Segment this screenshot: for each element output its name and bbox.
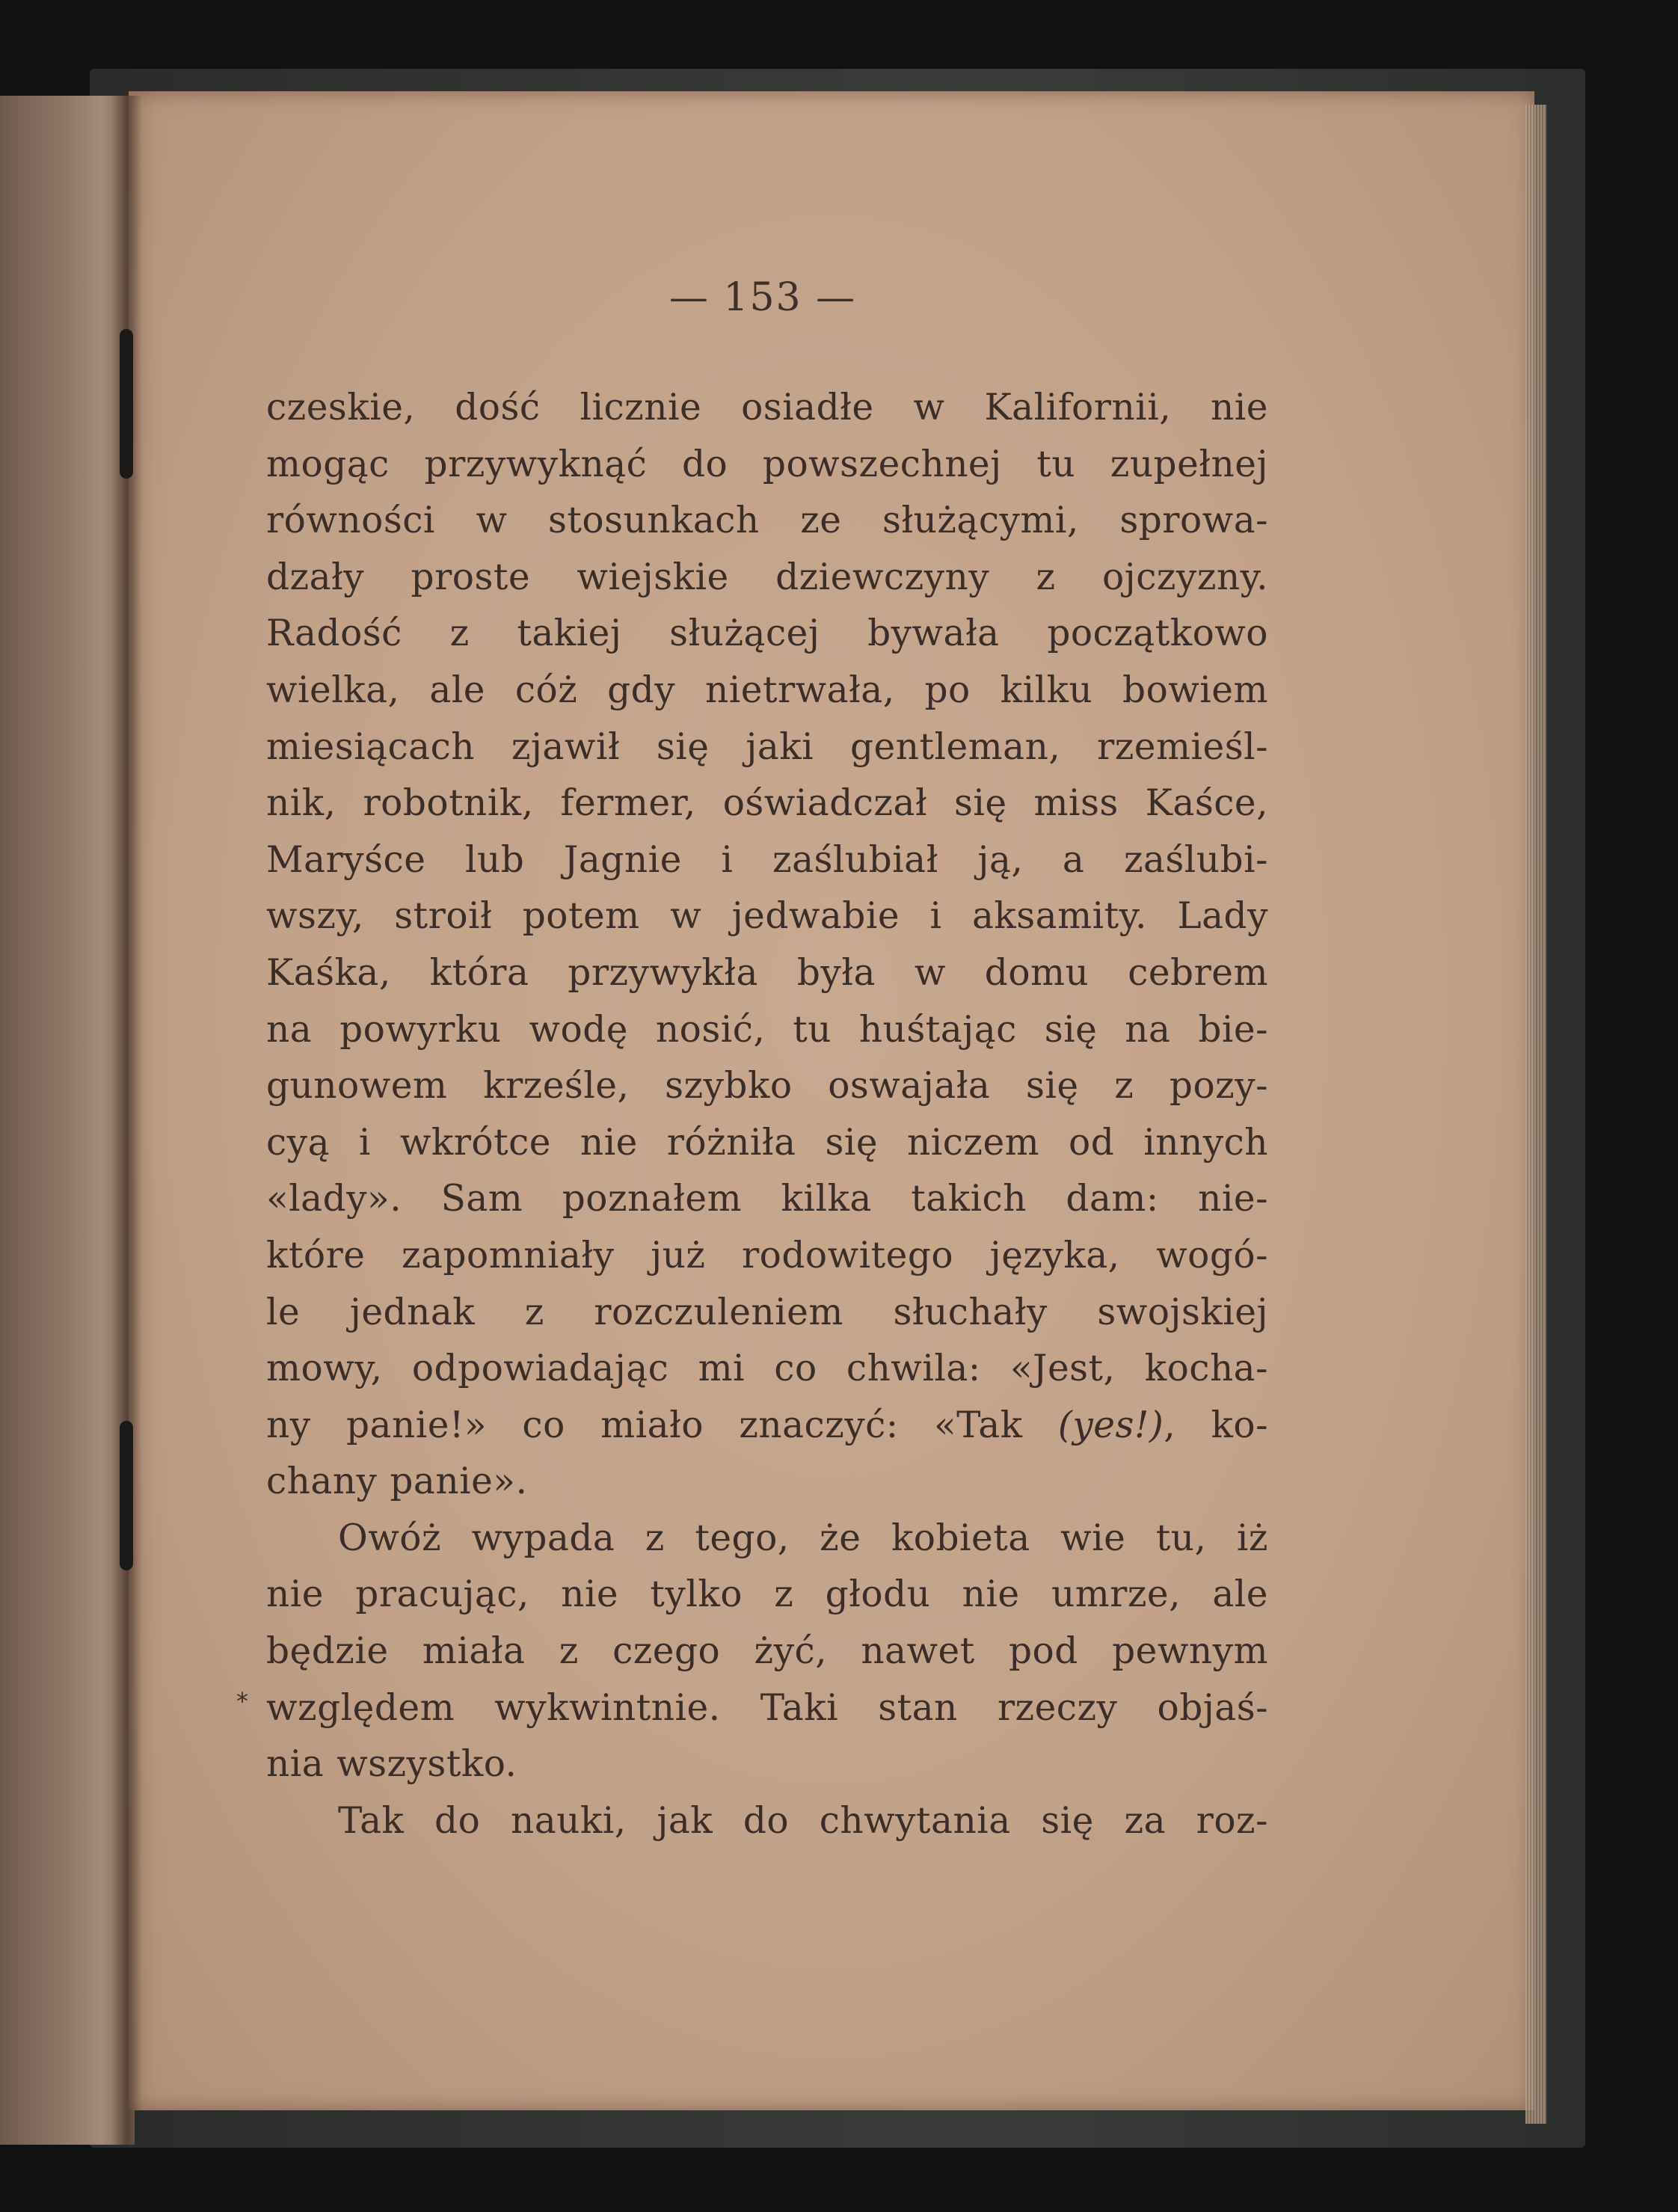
text-line: będzie miała z czego żyć, nawet pod pewnym bbox=[266, 1630, 1268, 1673]
page-stack-edge bbox=[1525, 105, 1546, 2124]
text-line: dzały proste wiejskie dziewczyny z ojczyzny. bbox=[266, 556, 1268, 598]
italic-segment: (yes!) bbox=[1057, 1404, 1164, 1446]
body-text bbox=[266, 380, 1268, 1849]
text-segment: , ko- bbox=[1164, 1404, 1268, 1446]
text-line: względem wykwintnie. Taki stan rzeczy objaś- bbox=[266, 1686, 1268, 1729]
text-line: miesiącach zjawił się jaki gentleman, rzemieśl- bbox=[266, 725, 1268, 768]
text-line: Maryśce lub Jagnie i zaślubiał ją, a zaślubi- bbox=[266, 838, 1268, 881]
text-line: na powyrku wodę nosić, tu huśtając się na bie- bbox=[266, 1008, 1268, 1051]
text-line-with-italic bbox=[266, 1398, 1268, 1454]
binding-thread bbox=[120, 329, 133, 479]
text-line: nik, robotnik, fermer, oświadczał się miss Kaśce, bbox=[266, 782, 1268, 825]
text-line: cyą i wkrótce nie różniła się niczem od innych bbox=[266, 1121, 1268, 1164]
text-line: nia wszystko. bbox=[266, 1743, 517, 1786]
paragraph-start-line: Tak do nauki, jak do chwytania się za roz- bbox=[338, 1799, 1268, 1842]
text-line: mowy, odpowiadając mi co chwila: «Jest, kocha- bbox=[266, 1348, 1268, 1390]
text-line: «lady». Sam poznałem kilka takich dam: nie- bbox=[266, 1178, 1268, 1220]
text-segment: ny panie!» co miało znaczyć: «Tak bbox=[266, 1404, 1058, 1446]
margin-asterisk-mark: * bbox=[236, 1687, 248, 1715]
text-line: czeskie, dość licznie osiadłe w Kalifornii, nie bbox=[266, 387, 1268, 428]
text-line: które zapomniały już rodowitego języka, wogó- bbox=[266, 1234, 1268, 1276]
text-line: chany panie». bbox=[266, 1460, 528, 1503]
text-line: wszy, stroił potem w jedwabie i aksamity. Lady bbox=[266, 895, 1268, 938]
text-line: Kaśka, która przywykła była w domu cebrem bbox=[266, 951, 1268, 994]
paragraph-start-line: Owóż wypada z tego, że kobieta wie tu, iż bbox=[338, 1517, 1268, 1559]
text-line: Radość z takiej służącej bywała początkowo bbox=[266, 612, 1268, 655]
text-line: gunowem krześle, szybko oswajała się z pozy- bbox=[266, 1065, 1268, 1107]
text-line: wielka, ale cóż gdy nietrwała, po kilku bowiem bbox=[266, 669, 1268, 711]
text-line: le jednak z rozczuleniem słuchały swojskiej bbox=[266, 1291, 1268, 1333]
page-number: — 153 — bbox=[669, 275, 857, 320]
text-line: nie pracując, nie tylko z głodu nie umrze, ale bbox=[266, 1573, 1268, 1616]
text-line: równości w stosunkach ze służącymi, sprowa- bbox=[266, 500, 1268, 542]
binding-thread bbox=[120, 1421, 133, 1570]
text-line: mogąc przywyknąć do powszechnej tu zupełnej bbox=[266, 443, 1268, 485]
